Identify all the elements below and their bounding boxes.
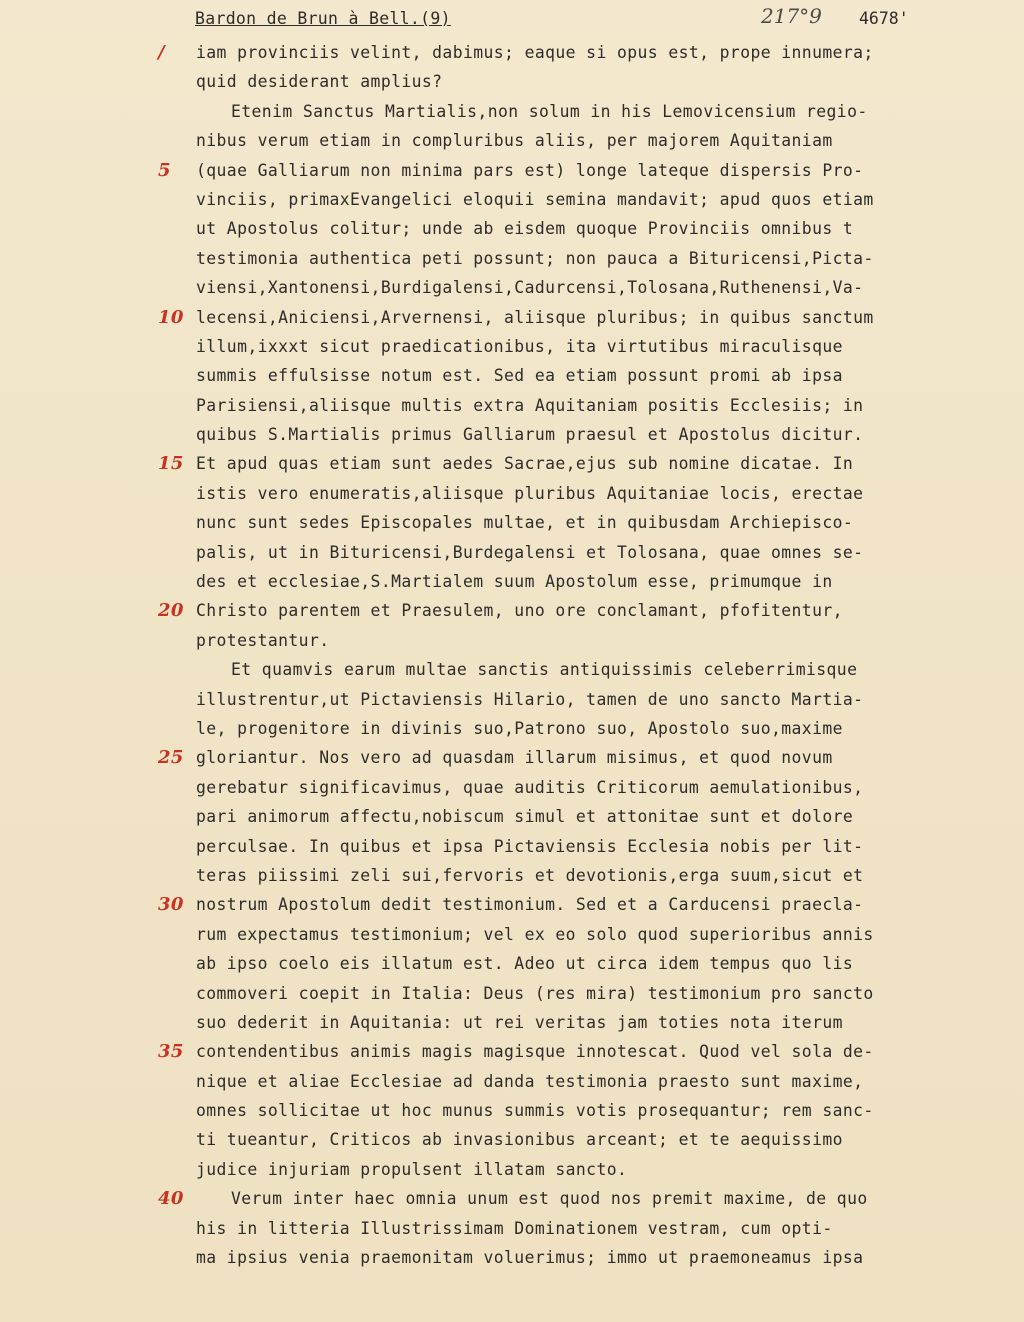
header-title: Bardon de Brun à Bell.(9) xyxy=(195,9,451,28)
line-text: Verum inter haec omnia unum est quod nos premit maxime, de quo xyxy=(231,1189,868,1209)
line-text: protestantur. xyxy=(196,630,330,650)
text-line xyxy=(0,1155,1024,1184)
line-text: nibus verum etiam in compluribus aliis, per majorem Aquitaniam xyxy=(196,131,833,151)
line-text: le, progenitore in divinis suo,Patrono suo, Apostolo suo,maxime xyxy=(196,718,843,738)
text-line xyxy=(0,273,1024,302)
margin-line-number: 35 xyxy=(158,1041,184,1063)
text-line xyxy=(0,1184,1024,1213)
line-text: illustrentur,ut Pictaviensis Hilario, tamen de uno sancto Martia- xyxy=(196,689,864,709)
margin-line-number: 25 xyxy=(158,747,184,769)
text-line xyxy=(0,1067,1024,1096)
text-line xyxy=(0,1125,1024,1154)
text-line xyxy=(0,361,1024,390)
line-text: perculsae. In quibus et ipsa Pictaviensis Ecclesia nobis per lit- xyxy=(196,836,864,856)
line-text: omnes sollicitae ut hoc munus summis votis prosequantur; rem sanc- xyxy=(196,1101,874,1121)
line-text: gerebatur significavimus, quae auditis Criticorum aemulationibus, xyxy=(196,777,864,797)
line-text: suo dederit in Aquitania: ut rei veritas jam toties nota iterum xyxy=(196,1012,843,1032)
text-line xyxy=(0,773,1024,802)
text-line xyxy=(0,1096,1024,1125)
typescript-body xyxy=(0,38,1024,1272)
line-text: Christo parentem et Praesulem, uno ore conclamant, pfofitentur, xyxy=(196,601,843,621)
text-line xyxy=(0,97,1024,126)
text-line xyxy=(0,214,1024,243)
line-text: testimonia authentica peti possunt; non pauca a Bituricensi,Picta- xyxy=(196,248,874,268)
line-text: (quae Galliarum non minima pars est) longe lateque dispersis Pro- xyxy=(196,160,864,180)
line-text: Et apud quas etiam sunt aedes Sacrae,ejus sub nomine dicatae. In xyxy=(196,454,854,474)
text-line xyxy=(0,743,1024,772)
line-text: nostrum Apostolum dedit testimonium. Sed et a Carducensi praecla- xyxy=(196,895,864,915)
line-text: rum expectamus testimonium; vel ex eo solo quod superioribus annis xyxy=(196,924,874,944)
line-text: palis, ut in Bituricensi,Burdegalensi et Tolosana, quae omnes se- xyxy=(196,542,864,562)
line-text: Et quamvis earum multae sanctis antiquissimis celeberrimisque xyxy=(231,660,858,680)
line-text: gloriantur. Nos vero ad quasdam illarum misimus, et quod novum xyxy=(196,748,833,768)
line-text: Etenim Sanctus Martialis,non solum in his Lemovicensium regio- xyxy=(231,101,868,121)
margin-line-number: 30 xyxy=(158,894,184,916)
line-text: nique et aliae Ecclesiae ad danda testimonia praesto sunt maxime, xyxy=(196,1071,864,1091)
text-line xyxy=(0,655,1024,684)
text-line xyxy=(0,949,1024,978)
text-line xyxy=(0,685,1024,714)
line-text: judice injuriam propulsent illatam sancto. xyxy=(196,1159,628,1179)
line-text: his in litteria Illustrissimam Dominationem vestram, cum opti- xyxy=(196,1218,833,1238)
line-text: summis effulsisse notum est. Sed ea etiam possunt promi ab ipsa xyxy=(196,366,843,386)
text-line xyxy=(0,538,1024,567)
text-line xyxy=(0,567,1024,596)
text-line xyxy=(0,1243,1024,1272)
line-text: quibus S.Martialis primus Galliarum praesul et Apostolus dicitur. xyxy=(196,425,864,445)
line-text: pari animorum affectu,nobiscum simul et attonitae sunt et dolore xyxy=(196,807,854,827)
text-line xyxy=(0,1214,1024,1243)
line-text: ma ipsius venia praemonitam voluerimus; immo ut praemoneamus ipsa xyxy=(196,1248,864,1268)
text-line xyxy=(0,479,1024,508)
text-line xyxy=(0,332,1024,361)
text-line xyxy=(0,449,1024,478)
text-line xyxy=(0,38,1024,67)
line-text: vinciis, primaxEvangelici eloquii semina mandavit; apud quos etiam xyxy=(196,189,874,209)
line-text: illum,ixxxt sicut praedicationibus, ita virtutibus miraculisque xyxy=(196,336,843,356)
text-line xyxy=(0,626,1024,655)
line-text: ab ipso coelo eis illatum est. Adeo ut circa idem tempus quo lis xyxy=(196,954,854,974)
folio-number: 4678' xyxy=(859,9,909,28)
margin-line-number: 5 xyxy=(158,159,171,181)
line-text: istis vero enumeratis,aliisque pluribus Aquitaniae locis, erectae xyxy=(196,483,864,503)
line-text: ut Apostolus colitur; unde ab eisdem quoque Provinciis omnibus t xyxy=(196,219,854,239)
text-line xyxy=(0,303,1024,332)
text-line xyxy=(0,596,1024,625)
text-line xyxy=(0,979,1024,1008)
line-text: contendentibus animis magis magisque innotescat. Quod vel sola de- xyxy=(196,1042,874,1062)
page-header xyxy=(195,4,995,34)
text-line xyxy=(0,420,1024,449)
text-line xyxy=(0,508,1024,537)
line-text: ti tueantur, Criticos ab invasionibus arceant; et te aequissimo xyxy=(196,1130,843,1150)
line-text: viensi,Xantonensi,Burdigalensi,Cadurcensi,Tolosana,Ruthenensi,Va- xyxy=(196,278,864,298)
text-line xyxy=(0,890,1024,919)
text-line xyxy=(0,832,1024,861)
line-text: quid desiderant amplius? xyxy=(196,72,443,92)
text-line xyxy=(0,920,1024,949)
text-line xyxy=(0,1037,1024,1066)
text-line xyxy=(0,391,1024,420)
text-line xyxy=(0,67,1024,96)
text-line xyxy=(0,1008,1024,1037)
line-text: commoveri coepit in Italia: Deus (res mira) testimonium pro sancto xyxy=(196,983,874,1003)
line-text: des et ecclesiae,S.Martialem suum Apostolum esse, primumque in xyxy=(196,572,833,592)
margin-line-number: / xyxy=(158,42,165,63)
margin-line-number: 40 xyxy=(158,1188,184,1210)
text-line xyxy=(0,714,1024,743)
margin-line-number: 15 xyxy=(158,453,184,475)
line-text: teras piissimi zeli sui,fervoris et devotionis,erga suum,sicut et xyxy=(196,865,864,885)
text-line xyxy=(0,802,1024,831)
text-line xyxy=(0,126,1024,155)
line-text: Parisiensi,aliisque multis extra Aquitaniam positis Ecclesiis; in xyxy=(196,395,864,415)
text-line xyxy=(0,156,1024,185)
margin-line-number: 20 xyxy=(158,600,184,622)
line-text: nunc sunt sedes Episcopales multae, et in quibusdam Archiepisco- xyxy=(196,513,854,533)
text-line xyxy=(0,185,1024,214)
line-text: iam provinciis velint, dabimus; eaque si opus est, prope innumera; xyxy=(196,43,874,62)
text-line xyxy=(0,861,1024,890)
line-text: lecensi,Aniciensi,Arvernensi, aliisque pluribus; in quibus sanctum xyxy=(196,307,874,327)
pencil-annotation: 217°9 xyxy=(761,4,822,28)
text-line xyxy=(0,244,1024,273)
margin-line-number: 10 xyxy=(158,306,184,328)
